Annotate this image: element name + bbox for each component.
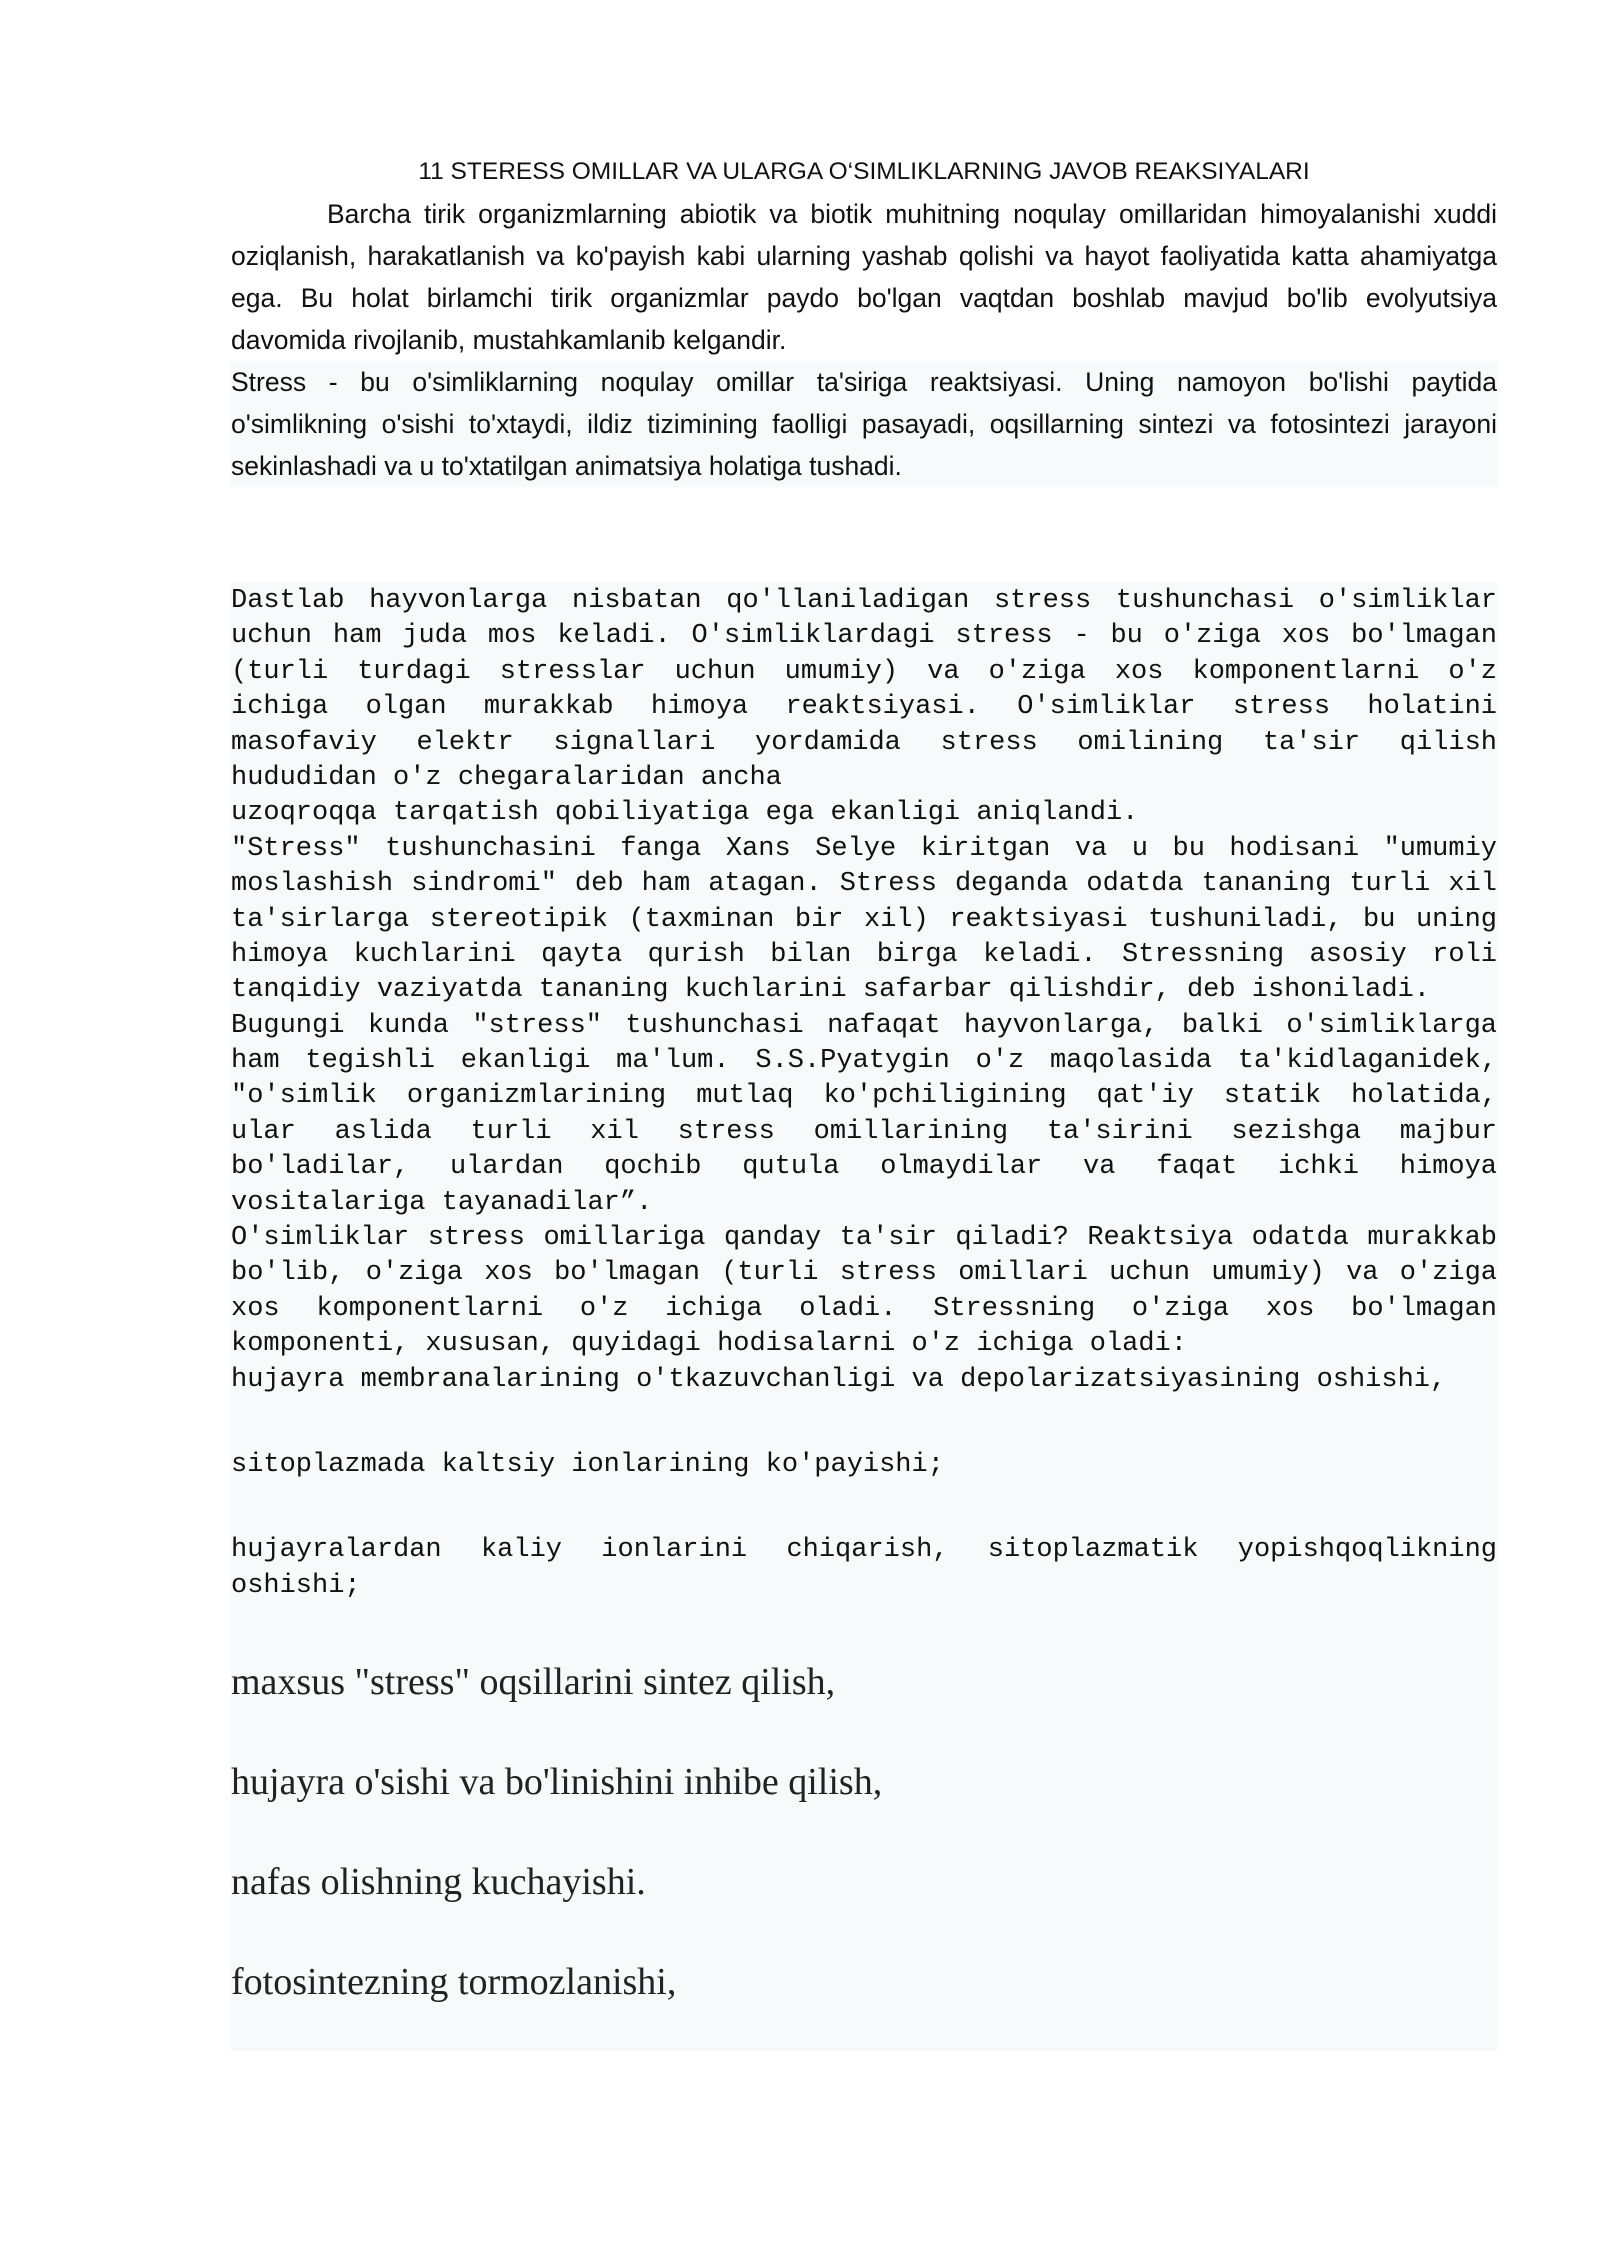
body-paragraph <box>231 832 1497 1009</box>
body-line: himoya kuchlarini qayta qurish bilan birga keladi. Stressning asosiy roli <box>231 939 1497 970</box>
body-paragraph <box>231 1009 1497 1221</box>
body-line: ular aslida turli xil stress omillarining ta'sirini sezishga majbur <box>231 1116 1497 1147</box>
stress-definition-line: o'simlikning o'sishi to'xtaydi, ildiz tizimining faolligi pasayadi, oqsillarning sintezi va fotosintezi jarayoni <box>231 409 1497 439</box>
intro-line: ega. Bu holat birlamchi tirik organizmlar paydo bo'lgan vaqtdan boshlab mavjud bo'lib evolyutsiya <box>231 283 1497 313</box>
body-line: bo'lib, o'ziga xos bo'lmagan (turli stress omillari uchun umumiy) va o'ziga <box>231 1258 1497 1289</box>
stress-definition-line: sekinlashadi va u to'xtatilgan animatsiya holatiga tushadi. <box>231 451 902 481</box>
intro-line: oziqlanish, harakatlanish va ko'payish kabi ularning yashab qolishi va hayot faoliyatida katta ahamiyatga <box>231 241 1497 271</box>
list-item-line: oshishi; <box>231 1570 361 1601</box>
list-item <box>231 1533 1497 1604</box>
body-line: hujayra membranalarining o'tkazuvchanligi va depolarizatsiyasining oshishi, <box>231 1364 1447 1395</box>
body-line: uzoqroqqa tarqatish qobiliyatiga ega ekanligi aniqlandi. <box>231 798 1139 829</box>
intro-paragraph <box>231 193 1497 361</box>
body-line: ta'sirlarga stereotipik (taxminan bir xil) reaktsiyasi tushuniladi, bu uning <box>231 904 1497 935</box>
body-line: vositalariga tayanadilar”. <box>231 1187 653 1218</box>
body-line: moslashish sindromi" deb ham atagan. Stress deganda odatda tananing turli xil <box>231 869 1497 900</box>
body-paragraph <box>231 1363 1497 1398</box>
body-line: bo'ladilar, ulardan qochib qutula olmaydilar va faqat ichki himoya <box>231 1152 1497 1183</box>
body-paragraph <box>231 584 1497 796</box>
body-line: ham tegishli ekanligi ma'lum. S.S.Pyatygin o'z maqolasida ta'kidlaganidek, <box>231 1046 1497 1077</box>
body-line: hududidan o'z chegaralaridan ancha <box>231 762 782 793</box>
body-line: Bugungi kunda "stress" tushunchasi nafaqat hayvonlarga, balki o'simliklarga <box>231 1010 1497 1041</box>
body-line: komponenti, xususan, quyidagi hodisalarni o'z ichiga oladi: <box>231 1329 1187 1360</box>
body-paragraph <box>231 1221 1497 1363</box>
list-item <box>231 1448 1497 1483</box>
body-line: tanqidiy vaziyatda tananing kuchlarini safarbar qilishdir, deb ishoniladi. <box>231 975 1430 1006</box>
stress-definition-paragraph <box>231 361 1497 487</box>
body-line: ichiga olgan murakkab himoya reaktsiyasi. O'simliklar stress holatini <box>231 692 1497 723</box>
list-item: maxsus "stress" oqsillarini sintez qilish, <box>231 1661 836 1704</box>
intro-line: Barcha tirik organizmlarning abiotik va biotik muhitning noqulay omillaridan himoyalanishi xuddi <box>327 199 1497 229</box>
list-item-line: sitoplazmada kaltsiy ionlarining ko'payishi; <box>231 1449 944 1480</box>
body-line: O'simliklar stress omillariga qanday ta'sir qiladi? Reaktsiya odatda murakkab <box>231 1223 1497 1254</box>
list-item: hujayra o'sishi va bo'linishini inhibe qilish, <box>231 1761 883 1804</box>
body-line: "o'simlik organizmlarining mutlaq ko'pchiligining qat'iy statik holatida, <box>231 1081 1497 1112</box>
intro-line: davomida rivojlanib, mustahkamlanib kelgandir. <box>231 325 787 355</box>
body-line: (turli turdagi stresslar uchun umumiy) va o'ziga xos komponentlarni o'z <box>231 656 1497 687</box>
list-item-line: hujayralardan kaliy ionlarini chiqarish, sitoplazmatik yopishqoqlikning <box>231 1535 1497 1566</box>
body-line: Dastlab hayvonlarga nisbatan qo'llaniladigan stress tushunchasi o'simliklar <box>231 586 1497 616</box>
body-paragraph <box>231 796 1497 831</box>
highlighted-body-block <box>231 582 1497 2051</box>
document-title: 11 STERESS OMILLAR VA ULARGA O‘SIMLIKLARNING JAVOB REAKSIYALARI <box>418 158 1310 185</box>
stress-definition-line: Stress - bu o'simliklarning noqulay omillar ta'siriga reaktsiyasi. Uning namoyon bo'lishi paytida <box>231 367 1497 397</box>
list-item: nafas olishning kuchayishi. <box>231 1861 646 1904</box>
body-line: xos komponentlarni o'z ichiga oladi. Stressning o'ziga xos bo'lmagan <box>231 1293 1497 1324</box>
list-item: fotosintezning tormozlanishi, <box>231 1961 677 2004</box>
body-line: uchun ham juda mos keladi. O'simliklardagi stress - bu o'ziga xos bo'lmagan <box>231 621 1497 652</box>
body-line: masofaviy elektr signallari yordamida stress omilining ta'sir qilish <box>231 727 1497 758</box>
body-line: "Stress" tushunchasini fanga Xans Selye kiritgan va u bu hodisani "umumiy <box>231 833 1497 864</box>
